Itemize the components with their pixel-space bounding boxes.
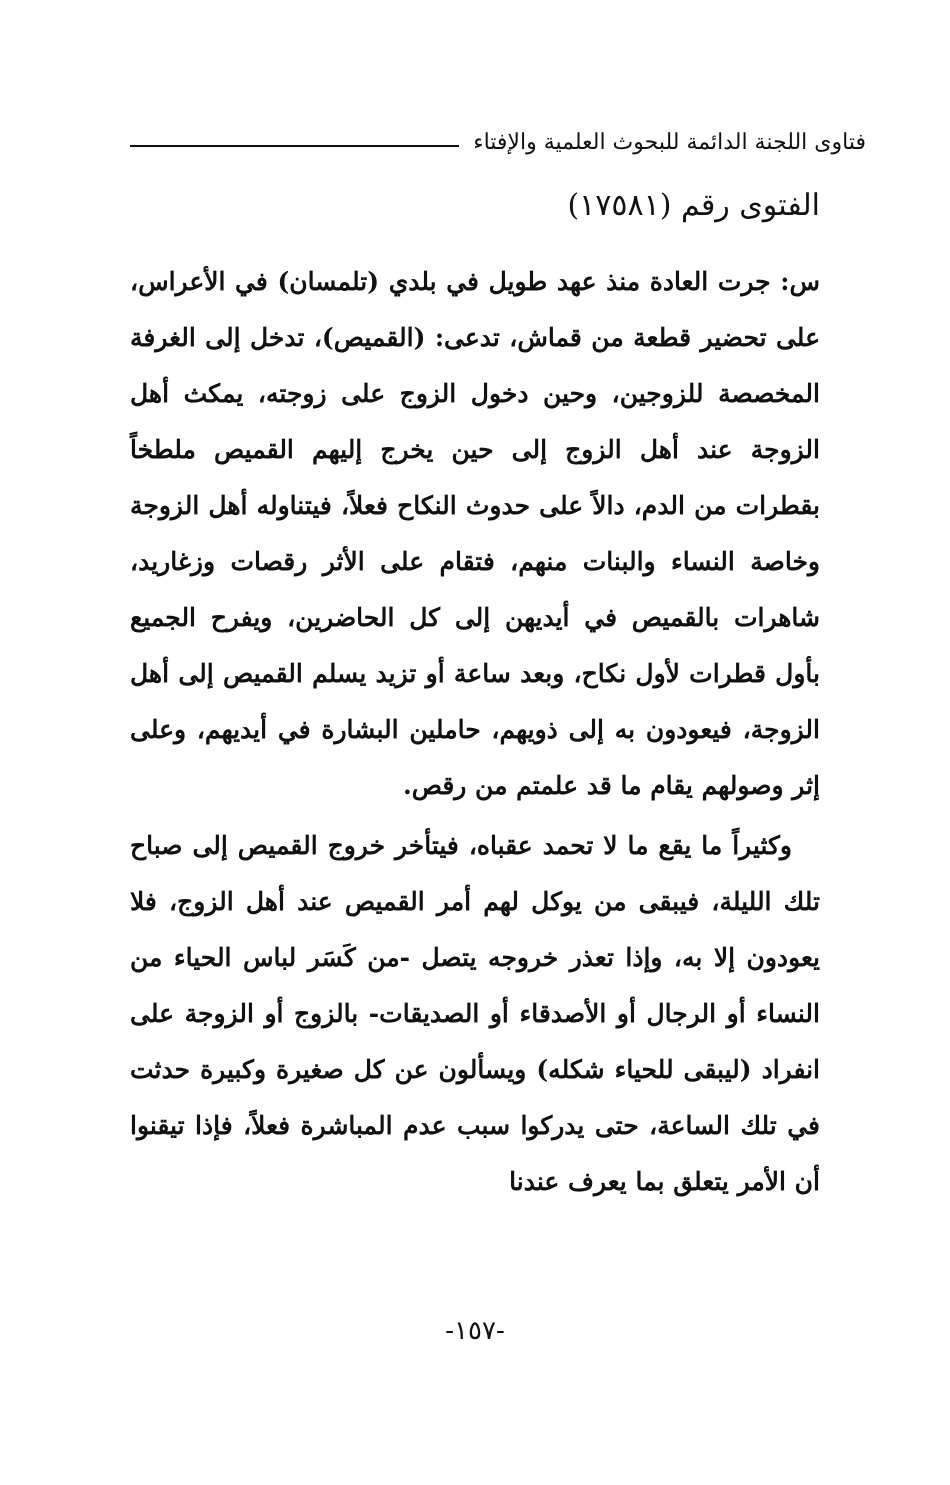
page-number: -١٥٧- bbox=[445, 1316, 505, 1346]
question-paragraph: س: جرت العادة منذ عهد طويل في بلدي (تلمسان) في الأعراس، على تحضير قطعة من قماش، تدعى: (القميص)، تدخل إلى الغرفة المخصصة للزوجين، وحين دخول الزوج على زوجته، يمكث أهل الزوجة عند أهل الزوج إلى حين يخرج إليهم القميص ملطخاً بقطرات من الدم، دالاً على حدوث النكاح فعلاً، فيتناوله أهل الزوجة وخاصة النساء والبنات منهم، فتقام على الأثر رقصات وزغاريد، شاهرات بالقميص في أيديهن إلى كل الحاضرين، ويفرح الجميع بأول قطرات لأول نكاح، وبعد ساعة أو تزيد يسلم القميص إلى أهل الزوجة، فيعودون به إلى ذويهم، حاملين البشارة في أيديهم، وعلى إثر وصولهم يقام ما قد علمتم من رقص. bbox=[130, 267, 820, 800]
body-paragraph: وكثيراً ما يقع ما لا تحمد عقباه، فيتأخر خروج القميص إلى صباح تلك الليلة، فيبقى من يوكل لهم أمر القميص عند أهل الزوج، فلا يعودون إلا به، وإذا تعذر خروجه يتصل -من كَسَر لباس الحياء من النساء أو الرجال أو الأصدقاء أو الصديقات- بالزوج أو الزوجة على انفراد (ليبقى للحياء شكله) ويسألون عن كل صغيرة وكبيرة حدثت في تلك الساعة، حتى يدركوا سبب عدم المباشرة فعلاً، فإذا تيقنوا أن الأمر يتعلق بما يعرف عندنا bbox=[130, 831, 820, 1196]
body-text bbox=[130, 254, 820, 1210]
header-rule bbox=[130, 145, 459, 147]
header-title: فتاوى اللجنة الدائمة للبحوث العلمية والإفتاء bbox=[473, 129, 866, 155]
fatwa-number: الفتوى رقم (١٧٥٨١) bbox=[567, 188, 820, 223]
running-header bbox=[130, 122, 866, 162]
